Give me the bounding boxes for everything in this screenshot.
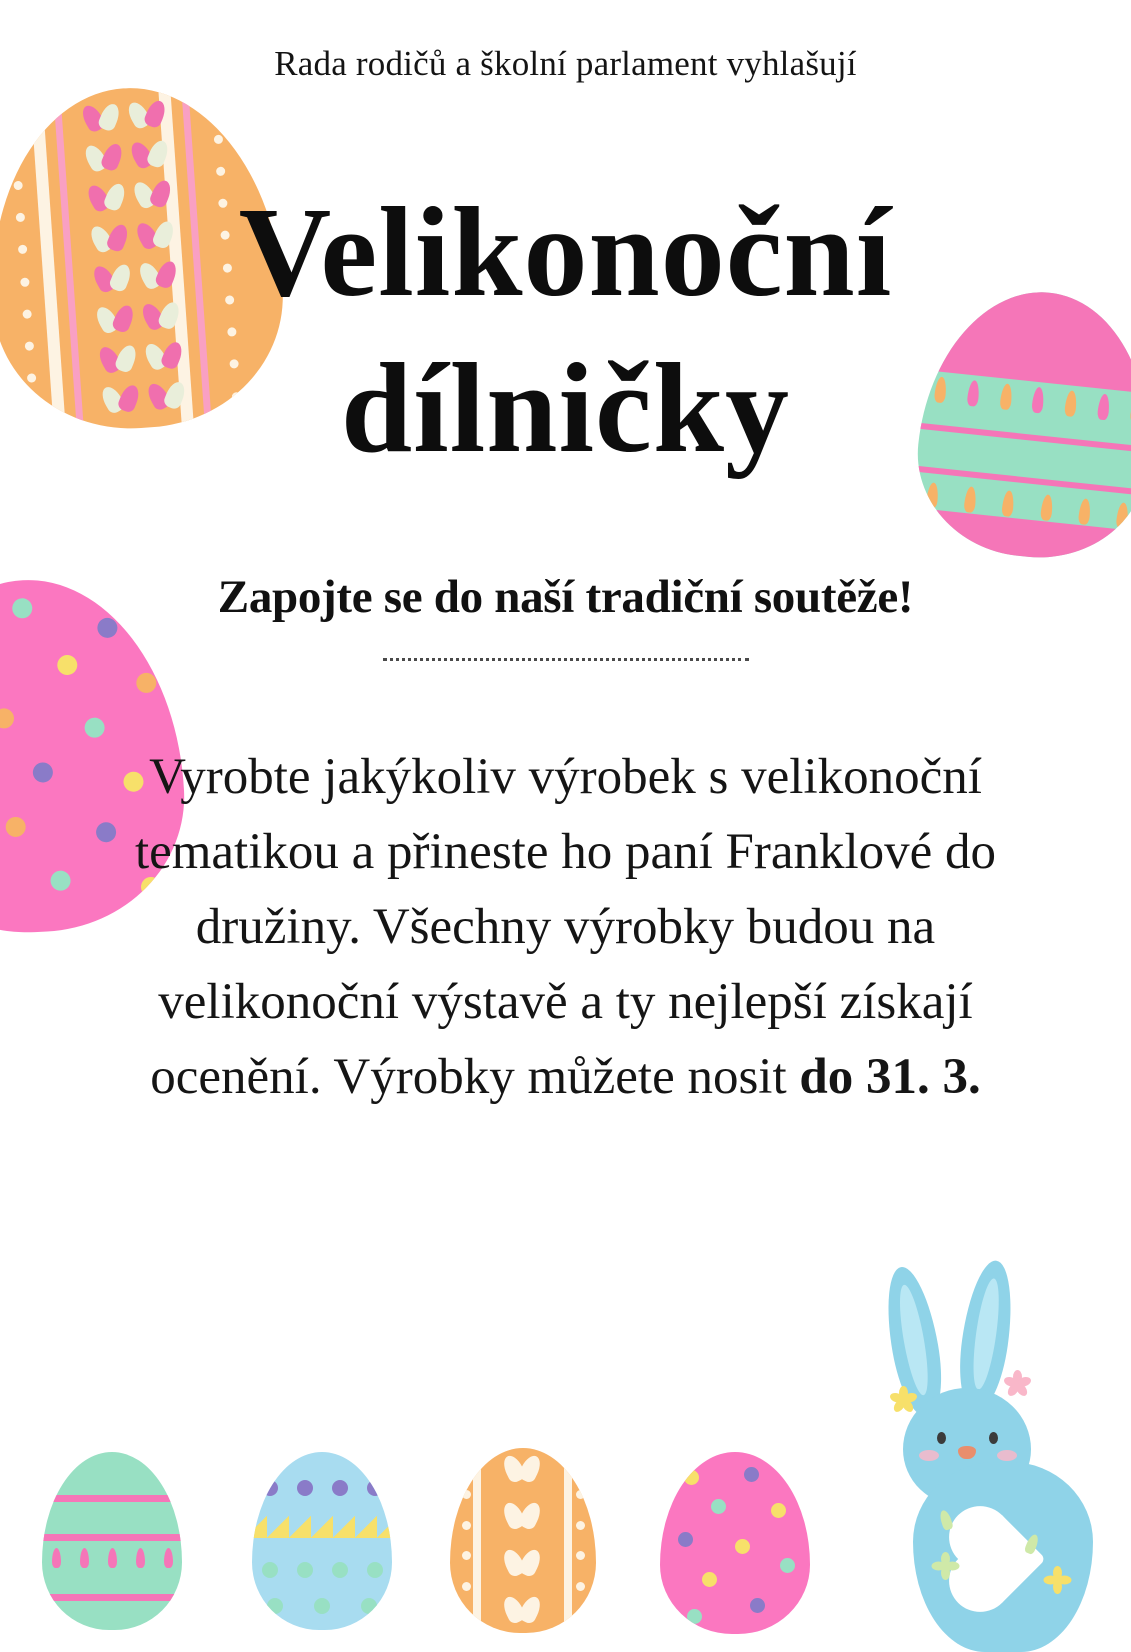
body-main-text: Vyrobte jakýkoliv výrobek s velikonoční tematikou a přineste ho paní Franklové do družiny. Všechny výrobky budou na velikonoční výstavě a ty nejlepší získají ocenění. Výrobky můžete nosit: [134, 749, 997, 1105]
body-deadline-text: do 31. 3.: [799, 1048, 981, 1105]
poster-body: [128, 740, 1003, 1115]
dotted-divider: [383, 658, 749, 661]
page-title: [0, 174, 1131, 486]
poster-eyebrow: Rada rodičů a školní parlament vyhlašují: [274, 44, 857, 83]
poster-subtitle: Zapojte se do naší tradiční soutěže!: [217, 571, 914, 623]
title-line-1: Velikonoční: [238, 181, 893, 323]
title-line-2: dílničky: [340, 337, 791, 480]
